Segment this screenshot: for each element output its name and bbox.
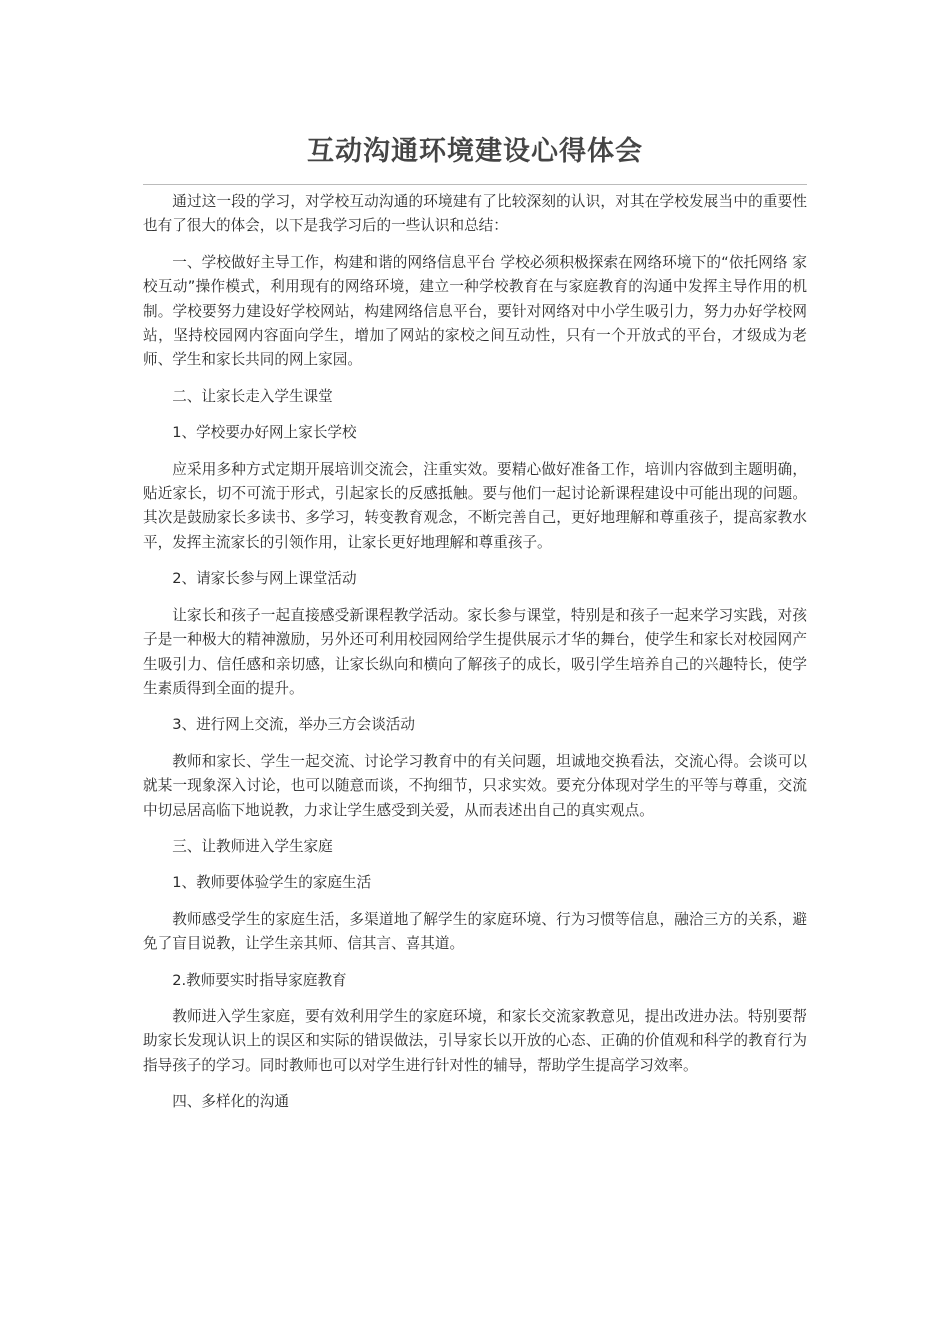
paragraph-2-2: 让家长和孩子一起直接感受新课程教学活动。家长参与课堂，特别是和孩子一起来学习实践，对孩子是一种极大的精神激励，另外还可利用校园网给学生提供展示才华的舞台，使学生和家长对校园网产生吸引力、信任感和亲切感，让家长纵向和横向了解孩子的成长，吸引学生培养自己的兴趣特长，使学生素质得到全面的提升。	[143, 606, 807, 697]
document-body	[143, 190, 807, 1115]
section-heading-3: 三、让教师进入学生家庭	[172, 837, 333, 855]
document-page	[143, 130, 807, 1127]
subheading-2-2: 2、请家长参与网上课堂活动	[172, 570, 357, 588]
section-heading-2: 二、让家长走入学生课堂	[172, 387, 333, 405]
document-title: 互动沟通环境建设心得体会	[307, 136, 643, 167]
paragraph-3-2: 教师进入学生家庭，要有效利用学生的家庭环境，和家长交流家教意见，提出改进办法。特别要帮助家长发现认识上的误区和实际的错误做法，引导家长以开放的心态、正确的价值观和科学的教育行为指导孩子的学习。同时教师也可以对学生进行针对性的辅导，帮助学生提高学习效率。	[143, 1007, 807, 1074]
paragraph-2-3: 教师和家长、学生一起交流、讨论学习教育中的有关问题，坦诚地交换看法，交流心得。会谈可以就某一现象深入讨论，也可以随意而谈，不拘细节，只求实效。要充分体现对学生的平等与尊重，交流中切忌居高临下地说教，力求让学生感受到关爱，从而表述出自己的真实观点。	[143, 752, 807, 819]
subheading-3-2: 2.教师要实时指导家庭教育	[172, 971, 347, 989]
paragraph-intro: 通过这一段的学习，对学校互动沟通的环境建有了比较深刻的认识，对其在学校发展当中的重要性也有了很大的体会，以下是我学习后的一些认识和总结：	[143, 193, 807, 235]
paragraph-2-1: 应采用多种方式定期开展培训交流会，注重实效。要精心做好准备工作，培训内容做到主题明确，贴近家长，切不可流于形式，引起家长的反感抵触。要与他们一起讨论新课程建设中可能出现的问题。其次是鼓励家长多读书、多学习，转变教育观念，不断完善自己，更好地理解和尊重孩子，提高家教水平，发挥主流家长的引领作用，让家长更好地理解和尊重孩子。	[143, 460, 807, 551]
section-heading-4: 四、多样化的沟通	[172, 1093, 289, 1111]
subheading-2-3: 3、进行网上交流，举办三方会谈活动	[172, 716, 415, 734]
title-divider	[143, 184, 807, 185]
paragraph-3-1: 教师感受学生的家庭生活，多渠道地了解学生的家庭环境、行为习惯等信息，融洽三方的关系，避免了盲目说教，让学生亲其师、信其言、喜其道。	[143, 910, 807, 953]
subheading-2-1: 1、学校要办好网上家长学校	[172, 424, 357, 442]
paragraph-section-1: 一、学校做好主导工作，构建和谐的网络信息平台 学校必须积极探索在网络环境下的“依托网络 家校互动”操作模式，利用现有的网络环境，建立一种学校教育在与家庭教育的沟通中发挥主导作用的机制。学校要努力建设好学校网站，构建网络信息平台，要针对网络对中小学生吸引力，努力办好学校网站，坚持校园网内容面向学生，增加了网站的家校之间互动性，只有一个开放式的平台，才级成为老师、学生和家长共同的网上家园。	[143, 253, 807, 369]
subheading-3-1: 1、教师要体验学生的家庭生活	[172, 874, 372, 892]
